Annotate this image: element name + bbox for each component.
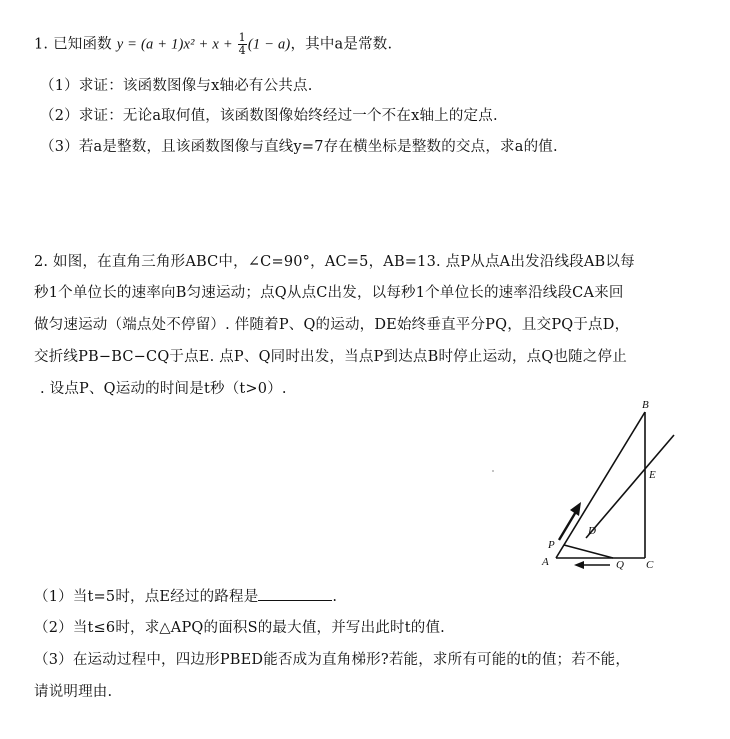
q2-line-5: . 设点P、Q运动的时间是t秒（t>0）. bbox=[40, 381, 287, 397]
q2-part-1-end: . bbox=[332, 589, 338, 605]
q2-line-4: 交折线PB−BC−CQ于点E. 点P、Q同时出发，当点P到达点B时停止运动，点Q也随之停止 bbox=[34, 349, 627, 365]
question-1-stem bbox=[34, 32, 392, 57]
q2-part-2: （2）当t≤6时，求△APQ的面积S的最大值，并写出此时t的值. bbox=[34, 620, 445, 636]
q2-part-3: （3）在运动过程中，四边形PBED能否成为直角梯形?若能，求所有可能的t的值；若不能， bbox=[34, 652, 631, 668]
arrow-up-icon bbox=[559, 510, 577, 540]
label-C: C bbox=[646, 559, 654, 571]
formula-right: (1 − a) bbox=[247, 36, 291, 53]
formula-left: y = (a + 1)x² + x + bbox=[116, 36, 237, 53]
triangle-figure bbox=[490, 398, 690, 588]
q1-part-2: （2）求证：无论a取何值，该函数图像始终经过一个不在x轴上的定点. bbox=[40, 108, 498, 124]
label-Q: Q bbox=[616, 559, 624, 571]
fraction bbox=[238, 32, 247, 57]
q2-line-2: 秒1个单位长的速率向B匀速运动；点Q从点C出发，以每秒1个单位长的速率沿线段CA来回 bbox=[34, 285, 624, 301]
question-tail: ，其中a是常数. bbox=[290, 36, 393, 53]
fraction-denominator: 4 bbox=[238, 44, 246, 57]
label-A: A bbox=[542, 556, 549, 568]
q1-part-3: （3）若a是整数，且该函数图像与直线y=7存在横坐标是整数的交点，求a的值. bbox=[40, 139, 558, 155]
q1-part-1: （1）求证：该函数图像与x轴必有公共点. bbox=[40, 78, 313, 94]
q2-part-3-cont: 请说明理由. bbox=[34, 684, 113, 700]
answer-blank bbox=[258, 588, 332, 601]
q2-part-1 bbox=[34, 585, 337, 606]
q2-part-1-text: （1）当t=5时，点E经过的路程是 bbox=[34, 589, 259, 605]
label-P: P bbox=[548, 539, 555, 551]
label-B: B bbox=[642, 399, 649, 411]
q2-line-3: 做匀速运动（端点处不停留）. 伴随着P、Q的运动，DE始终垂直平分PQ，且交PQ于点D， bbox=[34, 317, 630, 333]
label-D: D bbox=[588, 525, 596, 537]
question-lead: 已知函数 bbox=[53, 36, 112, 53]
arrow-left-head-icon bbox=[574, 561, 584, 569]
segment-PQ bbox=[564, 545, 613, 558]
fraction-numerator: 1 bbox=[238, 31, 246, 44]
q2-line-1: 2. 如图，在直角三角形ABC中，∠C=90°，AC=5，AB=13. 点P从点A出发沿线段AB以每 bbox=[34, 254, 635, 270]
label-E: E bbox=[649, 469, 656, 481]
question-number: 1. bbox=[34, 36, 49, 53]
